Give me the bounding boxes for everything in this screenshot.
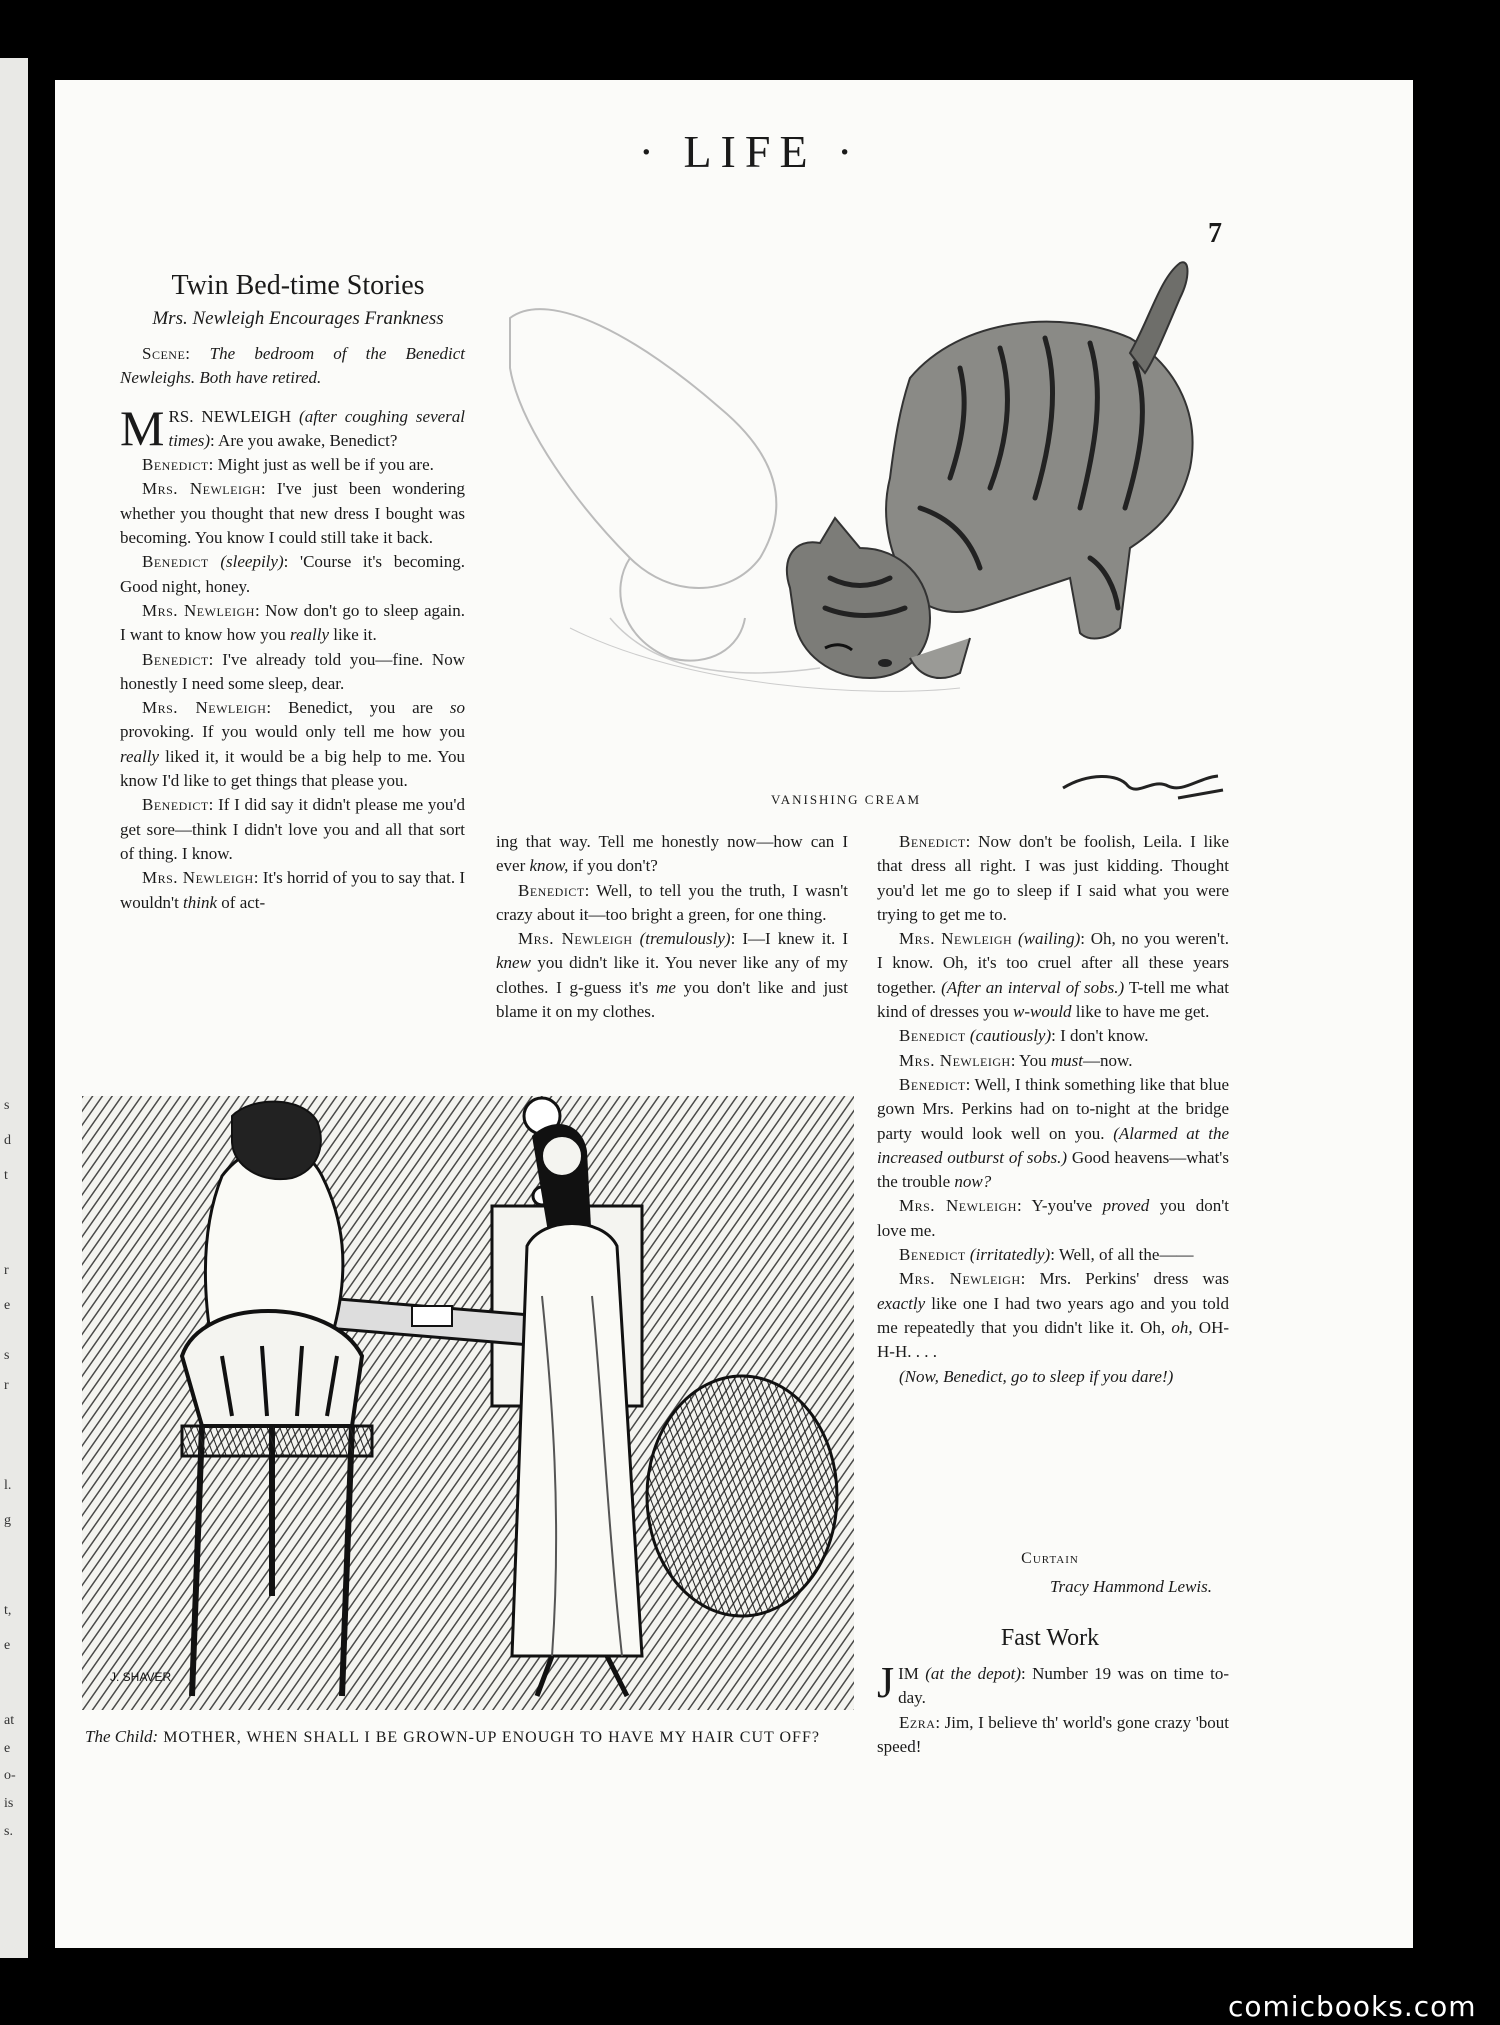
cartoon-artist-signature: J. SHAVER (110, 1670, 172, 1684)
fragment: e (4, 1298, 11, 1313)
paragraph: Benedict: If I did say it didn't please me you'd get sore—think I didn't love you and all that sort of thing. I know. (120, 795, 465, 863)
paragraph: MRS. NEWLEIGH (after coughing several times): Are you awake, Benedict? (120, 399, 466, 456)
fragment: r (4, 1378, 9, 1393)
paragraph: Mrs. Newleigh: You must—now. (899, 1050, 1133, 1070)
text-column-2 (496, 830, 848, 1024)
author-signature: Tracy Hammond Lewis. (1050, 1577, 1212, 1596)
text-column-1 (120, 342, 465, 915)
fast-work-title: Fast Work (1000, 1625, 1100, 1651)
paragraph: ing that way. Tell me honestly now—how can I ever know, if you don't? (496, 832, 848, 876)
paragraph: Mrs. Newleigh: Benedict, you are so provoking. If you would only tell me how you really liked it, it would be a big help to me. You know I'd like to get things that please you. (120, 698, 466, 791)
paragraph: Benedict: Might just as well be if you are. (142, 455, 434, 475)
fragment: t (4, 1168, 8, 1183)
kitten-illustration (490, 258, 1230, 738)
cartoon-illustration (82, 1096, 854, 1710)
paragraph: Benedict (cautiously): I don't know. (899, 1026, 1149, 1046)
paragraph: Mrs. Newleigh (wailing): Oh, no you weren't. I know. Oh, it's too cruel after all these years together. (After an interval of sobs.) T-tell me what kind of dresses you w-would like to have me get. (877, 929, 1230, 1022)
fragment: is (4, 1796, 14, 1811)
adjacent-page-edge (0, 58, 28, 1958)
paragraph: Benedict (irritatedly): Well, of all the—— (899, 1245, 1194, 1265)
watermark: comicbooks.com (1228, 1990, 1477, 2023)
paragraph: Benedict: I've already told you—fine. Now honestly I need some sleep, dear. (120, 649, 465, 693)
story-title: Twin Bed-time Stories (171, 270, 425, 301)
paragraph: Mrs. Newleigh: Y-you've proved you don't love me. (877, 1196, 1229, 1240)
kitten-caption: VANISHING CREAM (771, 792, 922, 807)
text-column-3 (877, 830, 1229, 1389)
fragment: g (4, 1513, 11, 1528)
paragraph: Benedict: Well, to tell you the truth, I wasn't crazy about it—too bright a green, for one thing. (496, 880, 848, 924)
scene-direction: Scene: The bedroom of the Benedict Newleighs. Both have retired. (120, 344, 466, 388)
fragment: e (4, 1638, 11, 1653)
paragraph: Benedict: Well, I think something like that blue gown Mrs. Perkins had on to-night at the bridge party would look well on you. (Alarmed at the increased outburst of sobs.) Good heavens—what's the trouble now? (877, 1074, 1229, 1192)
fragment: r (4, 1263, 9, 1278)
fragment: d (4, 1133, 11, 1148)
paragraph: Benedict (sleepily): 'Course it's becoming. Good night, honey. (120, 552, 466, 596)
cartoon-caption: The Child: MOTHER, WHEN SHALL I BE GROWN-UP ENOUGH TO HAVE MY HAIR CUT OFF? (85, 1727, 820, 1746)
paragraph: Mrs. Newleigh: I've just been wondering whether you thought that new dress I bought was becoming. You know I could still take it back. (120, 479, 466, 548)
paragraph: JIM (at the depot): Number 19 was on time to-day. (877, 1658, 1230, 1708)
paragraph: Mrs. Newleigh: Mrs. Perkins' dress was exactly like one I had two years ago and you told me repeatedly that you didn't like it. Oh, oh, OH-H-H. . . . (877, 1269, 1230, 1362)
story-subtitle: Mrs. Newleigh Encourages Frankness (152, 308, 444, 329)
page-number: 7 (1208, 218, 1222, 249)
fragment: e (4, 1741, 11, 1756)
fragment: o- (4, 1768, 16, 1783)
paragraph: Mrs. Newleigh (tremulously): I—I knew it. I knew you didn't like it. You never like any of my clothes. I g-guess it's me you don't like and just blame it on my clothes. (496, 929, 849, 1022)
artist-signature-image (1058, 768, 1228, 808)
fragment: l. (4, 1478, 12, 1493)
paragraph: Mrs. Newleigh: Now don't go to sleep again. I want to know how you really like it. (120, 600, 466, 645)
masthead: · LIFE · (638, 126, 862, 177)
fast-work-text (877, 1658, 1230, 1759)
drop-cap: M (120, 399, 165, 456)
paragraph: Mrs. Newleigh: It's horrid of you to say that. I wouldn't think of act- (120, 868, 465, 912)
fragment: s (4, 1348, 10, 1363)
fragment: t, (4, 1603, 12, 1618)
fragment: at (4, 1713, 15, 1728)
paragraph: (Now, Benedict, go to sleep if you dare!) (899, 1366, 1174, 1386)
paragraph: Ezra: Jim, I believe th' world's gone crazy 'bout speed! (877, 1712, 1229, 1756)
fragment: s (4, 1098, 10, 1113)
drop-cap: J (877, 1658, 895, 1707)
fragment: s. (4, 1824, 13, 1839)
paragraph: Benedict: Now don't be foolish, Leila. I like that dress all right. I was just kidding. Thought you'd let me go to sleep if I said what you were trying to get me to. (877, 832, 1229, 924)
curtain-label: Curtain (1021, 1550, 1079, 1567)
